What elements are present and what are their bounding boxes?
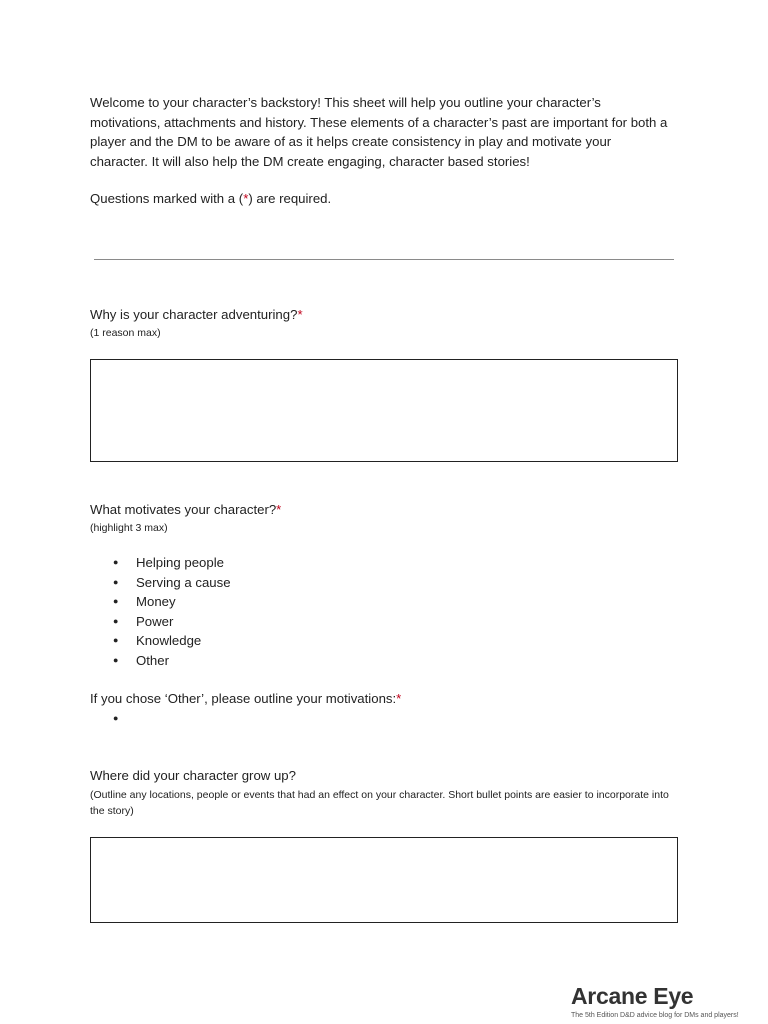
motivation-option[interactable]: ● Knowledge <box>113 631 231 651</box>
question-adventuring <box>90 306 303 324</box>
required-star: * <box>243 191 249 206</box>
arcane-eye-logo <box>571 982 761 1021</box>
question-motivations <box>90 501 281 519</box>
question-other-label: If you chose ‘Other’, please outline your motivations: <box>90 691 397 706</box>
divider-line <box>94 259 674 260</box>
motivation-option[interactable]: ● Serving a cause <box>113 573 231 593</box>
question-other-motivations <box>90 690 401 708</box>
question-adventuring-label: Why is your character adventuring? <box>90 307 298 322</box>
motivation-option[interactable]: ● Power <box>113 612 231 632</box>
motivation-option[interactable]: ● Money <box>113 592 231 612</box>
adventuring-answer-box[interactable] <box>90 359 678 462</box>
motivation-options-list <box>113 553 231 670</box>
required-note <box>90 189 331 208</box>
question-grow-up-hint: (Outline any locations, people or events that had an effect on your character. Short bullet points are easier to incorporate into the story) <box>90 789 669 817</box>
motivation-option[interactable]: ● Other <box>113 651 231 671</box>
question-adventuring-hint: (1 reason max) <box>90 327 161 339</box>
question-grow-up: Where did your character grow up? <box>90 768 296 783</box>
required-note-prefix: Questions marked with a ( <box>90 191 244 206</box>
intro-text <box>90 93 670 171</box>
required-star: * <box>276 502 282 517</box>
required-star: * <box>396 691 402 706</box>
grow-up-answer-box[interactable] <box>90 837 678 923</box>
required-star: * <box>297 307 303 322</box>
question-motivations-hint: (highlight 3 max) <box>90 522 168 534</box>
logo-title: Arcane Eye <box>571 983 694 1009</box>
logo-subtitle: The 5th Edition D&D advice blog for DMs and players! <box>571 1012 739 1019</box>
intro-paragraph: Welcome to your character’s backstory! This sheet will help you outline your character’s motivations, attachments and history. These elements of a character’s past are important for both a player and the DM to be aware of as it helps create consistency in play and motivate your character. It will also help the DM create engaging, character based stories! <box>90 95 668 169</box>
motivation-option[interactable]: ● Helping people <box>113 553 231 573</box>
empty-bullet-point[interactable]: ● <box>113 713 119 723</box>
required-note-suffix: ) are required. <box>248 191 332 206</box>
question-motivations-label: What motivates your character? <box>90 502 277 517</box>
